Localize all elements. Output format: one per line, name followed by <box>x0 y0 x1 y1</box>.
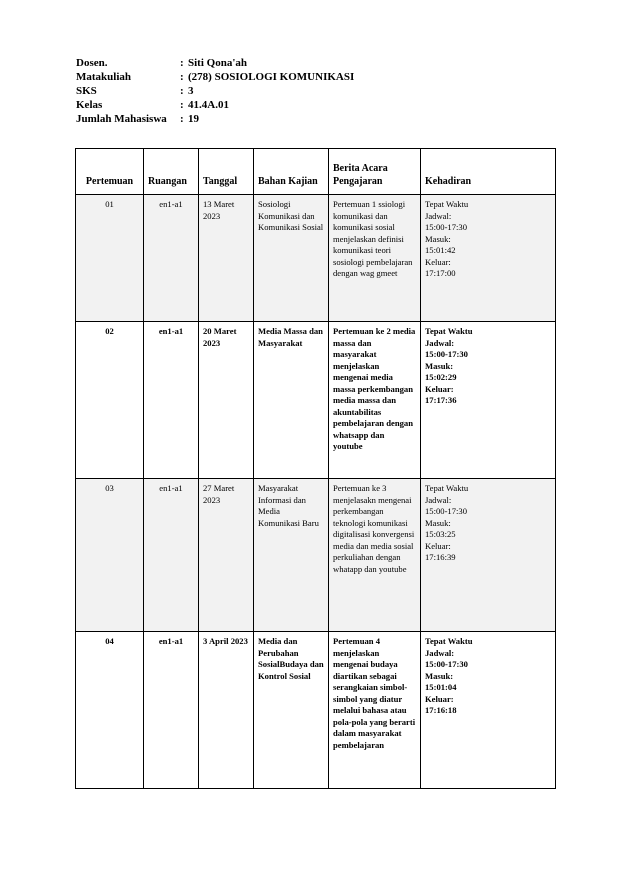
info-value: (278) SOSIOLOGI KOMUNIKASI <box>188 71 355 83</box>
kehadiran-keluar-value: 17:17:00 <box>425 268 456 278</box>
kehadiran-masuk-value: 15:03:25 <box>425 529 456 539</box>
kehadiran-jadwal-label: Jadwal: <box>425 647 455 658</box>
cell-tanggal: 3 April 2023 <box>199 632 254 789</box>
kehadiran-masuk-label: Masuk: <box>425 517 451 528</box>
info-row-jumlah-mahasiswa <box>76 112 354 126</box>
cell-berita-acara: Pertemuan 4 menjelaskan mengenai budaya diartikan sebagai serangkaian simbol-simbol yang diatur melalui bahasa atau pola-pola yang berarti dalam masyarakat pembelajaran <box>329 632 421 789</box>
cell-pertemuan: 02 <box>76 322 144 479</box>
info-separator: : <box>180 71 184 83</box>
info-label: Jumlah Mahasiswa <box>76 113 167 125</box>
info-label: Kelas <box>76 99 103 111</box>
table-row <box>76 632 556 789</box>
kehadiran-masuk-value: 15:02:29 <box>425 372 457 382</box>
kehadiran-keluar-value: 17:16:18 <box>425 705 457 715</box>
cell-ruangan: en1-a1 <box>144 322 199 479</box>
info-row-matakuliah <box>76 70 354 84</box>
kehadiran-status: Tepat Waktu <box>425 483 469 493</box>
info-value: 19 <box>188 113 199 125</box>
kehadiran-keluar-label: Keluar: <box>425 256 451 267</box>
kehadiran-masuk-label: Masuk: <box>425 360 454 371</box>
info-separator: : <box>180 85 184 97</box>
course-info <box>76 56 354 126</box>
info-row-dosen <box>76 56 354 70</box>
info-separator: : <box>180 57 184 69</box>
cell-tanggal: 20 Maret 2023 <box>199 322 254 479</box>
kehadiran-keluar-value: 17:17:36 <box>425 395 457 405</box>
kehadiran-keluar-label: Keluar: <box>425 693 454 704</box>
kehadiran-status: Tepat Waktu <box>425 199 469 209</box>
info-value: Siti Qona'ah <box>188 57 247 69</box>
info-label: Matakuliah <box>76 71 132 83</box>
cell-kehadiran <box>421 195 556 322</box>
table-header-row <box>76 149 556 195</box>
info-separator: : <box>180 99 184 111</box>
info-row-sks <box>76 84 354 98</box>
header-kehadiran: Kehadiran <box>421 149 556 195</box>
cell-berita-acara: Pertemuan ke 3 menjelasakn mengenai perkembangan teknologi komunikasi digitalisasi konvergensi media dan media sosial perkuliahan dengan whatapp dan youtube <box>329 479 421 632</box>
header-tanggal: Tanggal <box>199 149 254 195</box>
table-row <box>76 322 556 479</box>
kehadiran-jadwal-label: Jadwal: <box>425 210 452 221</box>
kehadiran-jadwal-value: 15:00-17:30 <box>425 659 468 669</box>
cell-bahan-kajian: Media Massa dan Masyarakat <box>254 322 329 479</box>
info-value: 41.4A.01 <box>188 99 229 111</box>
cell-ruangan: en1-a1 <box>144 479 199 632</box>
kehadiran-keluar-label: Keluar: <box>425 540 451 551</box>
info-value: 3 <box>188 85 194 97</box>
cell-berita-acara: Pertemuan 1 ssiologi komunikasi dan komunikasi sosial menjelaskan definisi komunikasi teori sosiologi pembelajaran dengan wag gmeet <box>329 195 421 322</box>
kehadiran-jadwal-value: 15:00-17:30 <box>425 349 468 359</box>
attendance-table <box>75 148 556 789</box>
kehadiran-jadwal-value: 15:00-17:30 <box>425 222 468 232</box>
cell-bahan-kajian: Media dan Perubahan SosialBudaya dan Kontrol Sosial <box>254 632 329 789</box>
info-separator: : <box>180 113 184 125</box>
cell-tanggal: 27 Maret 2023 <box>199 479 254 632</box>
header-pertemuan: Pertemuan <box>76 149 144 195</box>
table-row <box>76 479 556 632</box>
kehadiran-masuk-value: 15:01:42 <box>425 245 456 255</box>
cell-ruangan: en1-a1 <box>144 195 199 322</box>
info-label: Dosen. <box>76 57 108 69</box>
kehadiran-jadwal-value: 15:00-17:30 <box>425 506 468 516</box>
kehadiran-jadwal-label: Jadwal: <box>425 337 455 348</box>
kehadiran-keluar-value: 17:16:39 <box>425 552 456 562</box>
cell-pertemuan: 03 <box>76 479 144 632</box>
info-label: SKS <box>76 85 97 97</box>
kehadiran-masuk-label: Masuk: <box>425 670 454 681</box>
header-ruangan: Ruangan <box>144 149 199 195</box>
kehadiran-masuk-value: 15:01:04 <box>425 682 457 692</box>
cell-bahan-kajian: Sosiologi Komunikasi dan Komunikasi Sosial <box>254 195 329 322</box>
kehadiran-masuk-label: Masuk: <box>425 233 451 244</box>
header-bahan-kajian: Bahan Kajian <box>254 149 329 195</box>
header-berita-acara: Berita Acara Pengajaran <box>329 149 421 195</box>
cell-pertemuan: 04 <box>76 632 144 789</box>
cell-pertemuan: 01 <box>76 195 144 322</box>
cell-berita-acara: Pertemuan ke 2 media massa dan masyarakat menjelaskan mengenai media massa perkembangan media massa dan akuntabilitas pembelajaran dengan whatsapp dan youtube <box>329 322 421 479</box>
kehadiran-keluar-label: Keluar: <box>425 383 454 394</box>
cell-ruangan: en1-a1 <box>144 632 199 789</box>
table-row <box>76 195 556 322</box>
cell-tanggal: 13 Maret 2023 <box>199 195 254 322</box>
info-row-kelas <box>76 98 354 112</box>
cell-kehadiran <box>421 322 556 479</box>
cell-kehadiran <box>421 479 556 632</box>
kehadiran-jadwal-label: Jadwal: <box>425 494 452 505</box>
kehadiran-status: Tepat Waktu <box>425 636 473 646</box>
cell-bahan-kajian: Masyarakat Informasi dan Media Komunikasi Baru <box>254 479 329 632</box>
kehadiran-status: Tepat Waktu <box>425 326 473 336</box>
cell-kehadiran <box>421 632 556 789</box>
